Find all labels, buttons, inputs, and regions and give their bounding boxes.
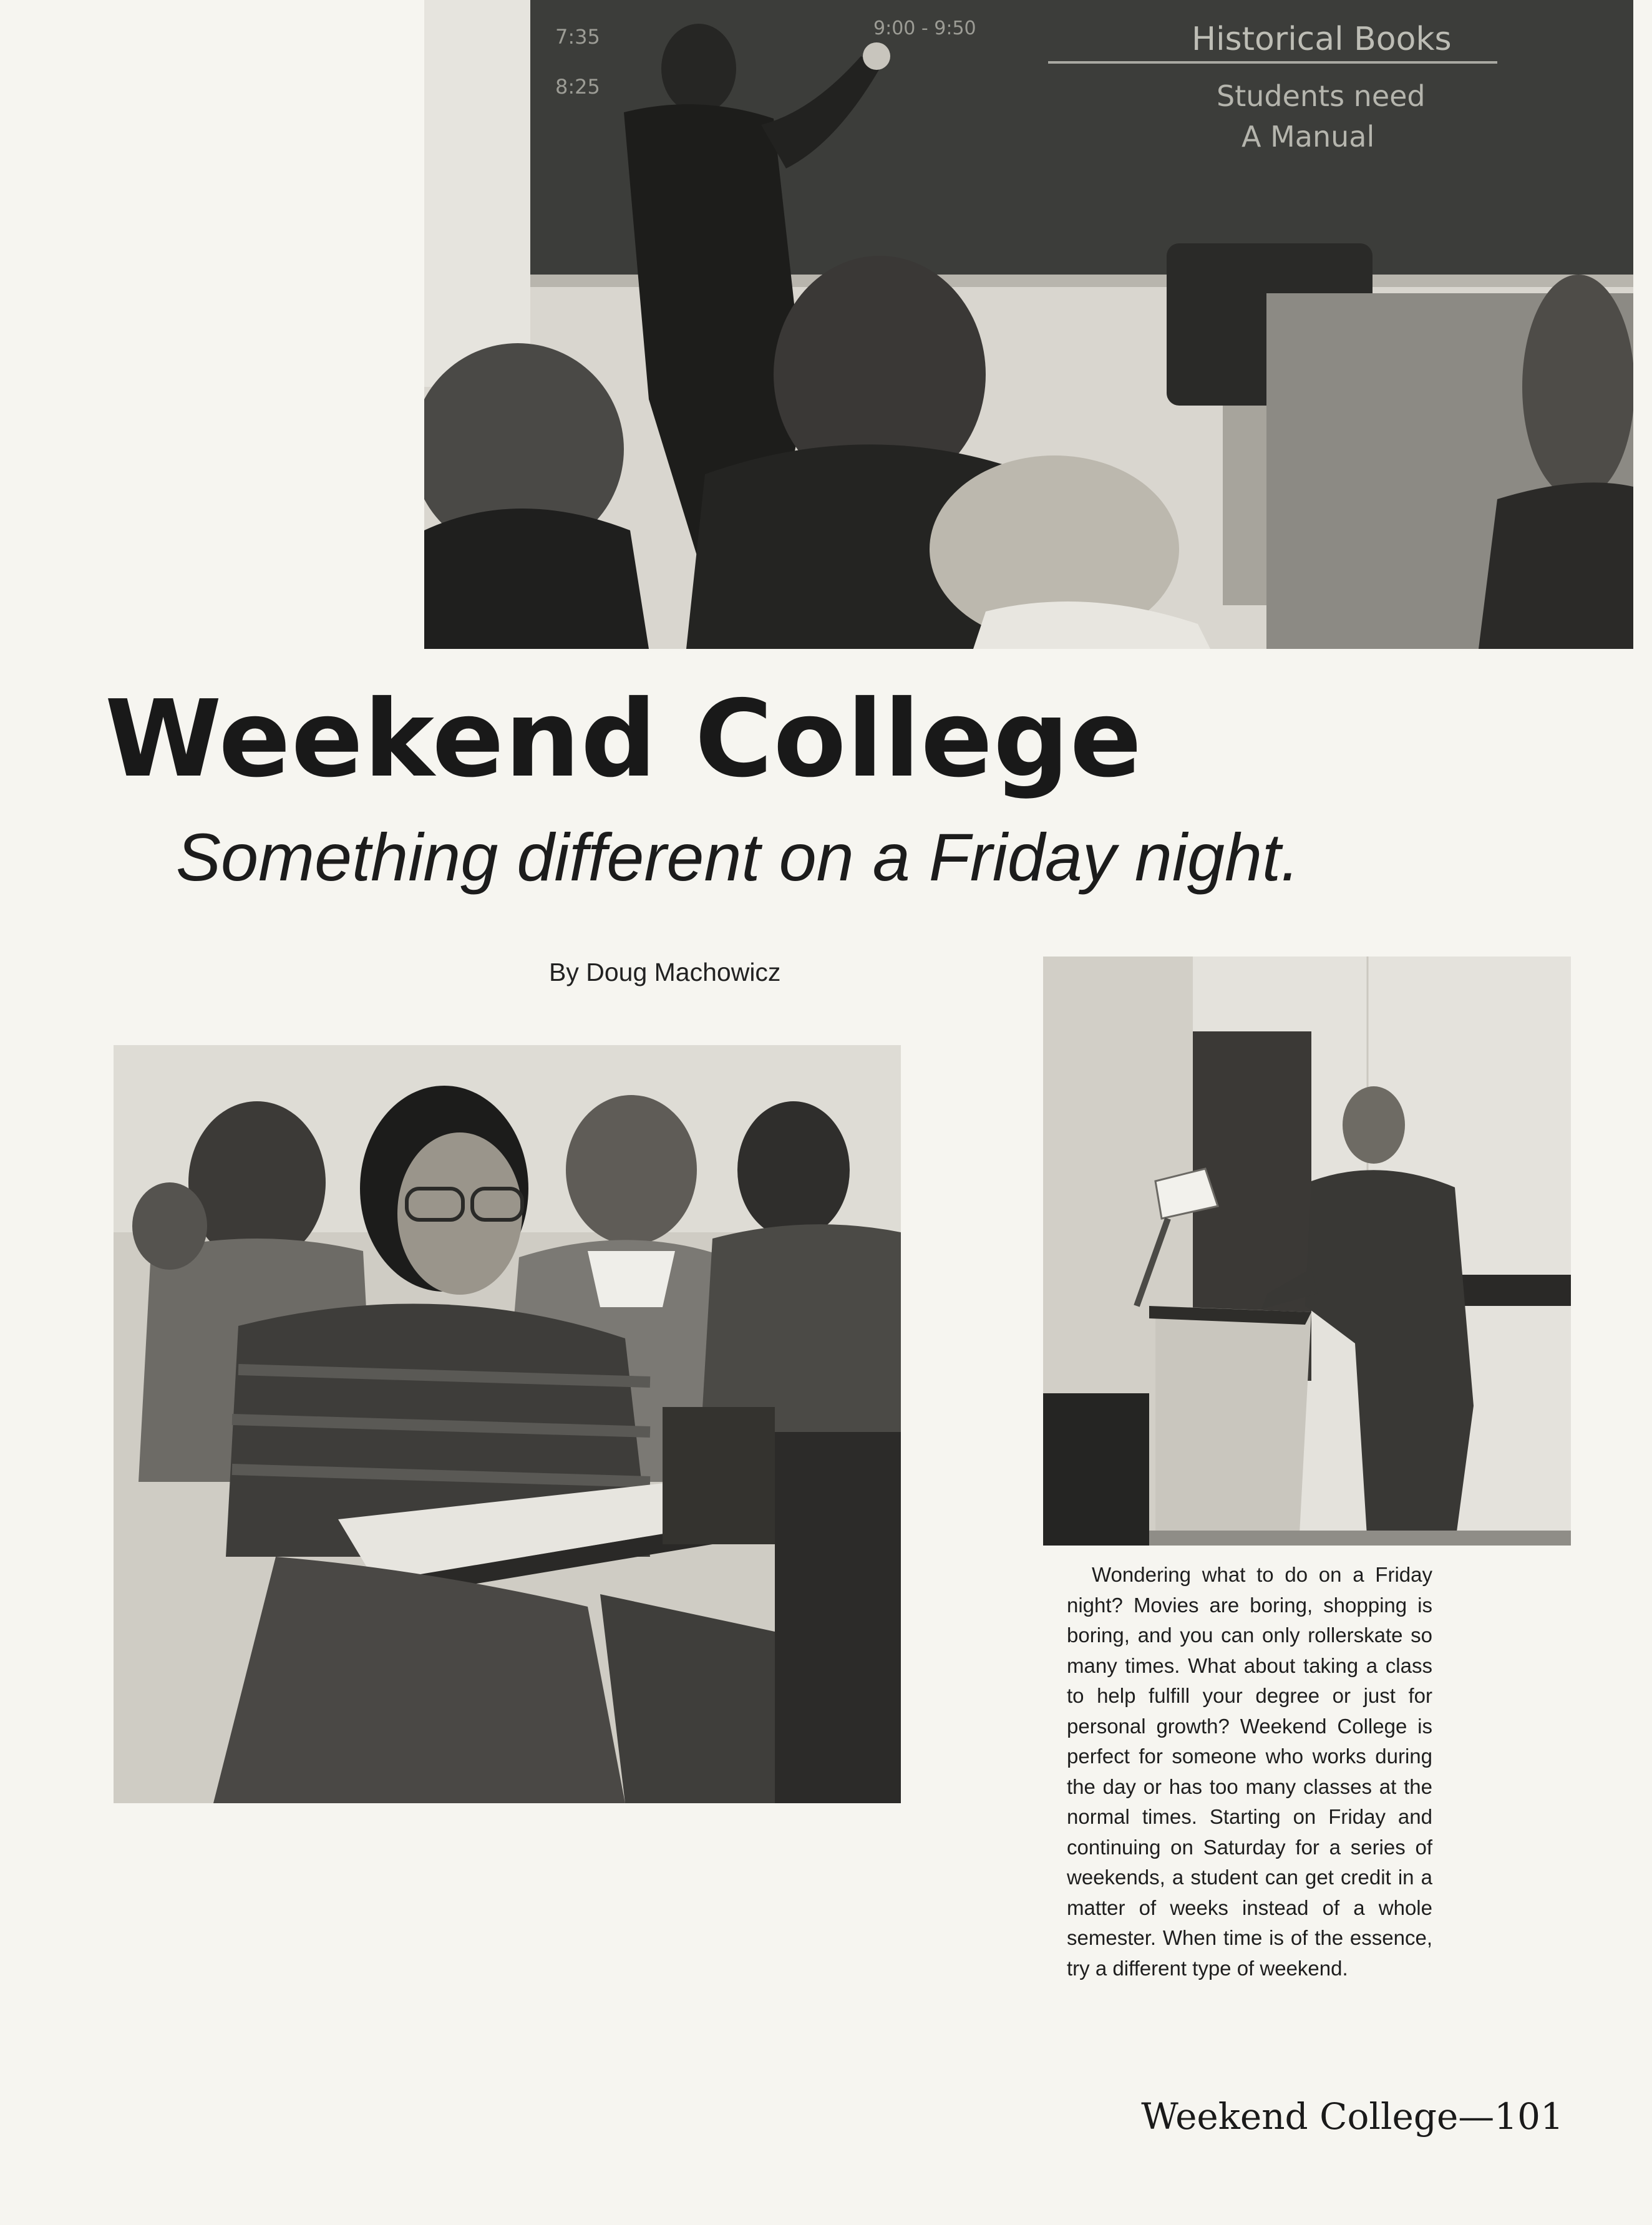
student-photo-art [114,1045,901,1803]
chalkboard-photo-art [424,0,1633,649]
svg-text:9:00 - 9:50: 9:00 - 9:50 [873,17,976,39]
student-at-desk-photo [114,1045,901,1803]
article-byline: By Doug Machowicz [549,958,781,986]
article-subtitle: Something different on a Friday night. [176,819,1300,895]
page-folio: Weekend College—101 [1141,2095,1563,2138]
chalk-line-2: Students need [1217,79,1426,113]
svg-text:8:25: 8:25 [555,75,600,99]
svg-text:7:35: 7:35 [555,25,600,49]
lecturer-photo-art [1043,957,1571,1546]
classroom-chalkboard-photo [424,0,1633,649]
article-title: Weekend College [105,678,1143,801]
chalk-line-1: Historical Books [1192,21,1452,58]
chalk-line-3: A Manual [1241,120,1375,153]
lecturer-podium-photo [1043,957,1571,1546]
article-body: Wondering what to do on a Friday night? Movies are boring, shopping is boring, and you can only rollerskate so many times. What about taking a class to help fulfill your degree or just for personal growth? Weekend College is perfect for someone who works during the day or has too many classes at the normal times. Starting on Friday and continuing on Saturday for a series of weekends, a student can get credit in a matter of weeks instead of a whole semester. When time is of the essence, try a different type of weekend. [1067,1563,1432,1980]
